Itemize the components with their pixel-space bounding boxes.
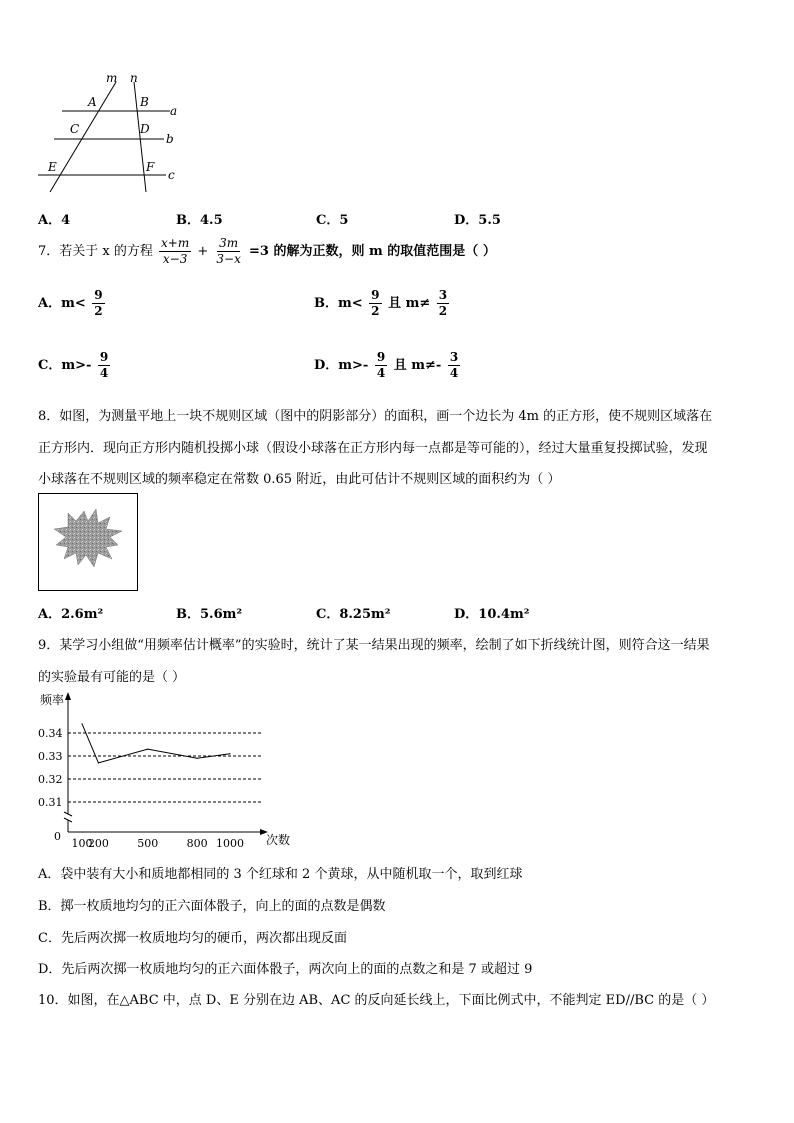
frequency-series-line bbox=[82, 724, 230, 763]
data-point bbox=[229, 753, 230, 754]
parallel-lines-figure bbox=[36, 68, 196, 198]
x-tick-label: 200 bbox=[87, 837, 109, 850]
label-b: b bbox=[166, 132, 174, 146]
q9-line-2: 的实验最有可能的是（ ） bbox=[38, 670, 186, 685]
q8-line-1: 8．如图，为测量平地上一块不规则区域（图中的阴影部分）的面积，画一个边长为 4m 的正方形，使不规则区域落在 bbox=[38, 409, 713, 424]
data-point bbox=[81, 723, 82, 724]
x-tick-label: 1000 bbox=[216, 837, 244, 850]
y-tick-label: 0.33 bbox=[38, 750, 63, 763]
q6-option-a: A．4 bbox=[38, 213, 71, 228]
label-c: c bbox=[168, 168, 175, 182]
q7-option-d: D．m>- $\frac{9}{4}$ 且 m≠- $\frac{3}{4}$ bbox=[314, 350, 459, 380]
q9-option-a: A．袋中装有大小和质地都相同的 3 个红球和 2 个黄球，从中随机取一个，取到红球 bbox=[38, 867, 523, 882]
label-A: A bbox=[88, 95, 97, 109]
x-tick-label: 100 bbox=[71, 837, 93, 850]
q7-option-a: A．m< $\frac{9}{2}$ bbox=[38, 288, 103, 318]
q9-option-b: B．掷一枚质地均匀的正六面体骰子，向上的面的点数是偶数 bbox=[38, 899, 386, 914]
x-tick-label: 500 bbox=[137, 837, 159, 850]
label-C: C bbox=[70, 122, 80, 136]
label-B: B bbox=[140, 95, 149, 109]
x-tick-label: 800 bbox=[186, 837, 208, 850]
label-E: E bbox=[48, 160, 57, 174]
y-tick-label: 0.31 bbox=[38, 796, 63, 809]
label-F: F bbox=[146, 160, 155, 174]
origin-label: 0 bbox=[54, 830, 61, 843]
q7-option-c: C．m>- $\frac{9}{4}$ bbox=[38, 350, 109, 380]
label-D: D bbox=[140, 122, 150, 136]
label-a: a bbox=[170, 104, 178, 118]
y-axis-label: 频率 bbox=[40, 693, 65, 707]
q8-line-2: 正方形内．现向正方形内随机投掷小球（假设小球落在正方形内每一点都是等可能的），经过大量重复投掷试验，发现 bbox=[38, 441, 708, 456]
y-tick-label: 0.34 bbox=[38, 727, 63, 740]
q8-option-b: B．5.6m² bbox=[176, 607, 243, 622]
data-point bbox=[197, 758, 198, 759]
y-axis-arrow bbox=[65, 692, 71, 700]
q10-stem: 10．如图，在△ABC 中，点 D、E 分别在边 AB、AC 的反向延长线上，下面比例式中，不能判定 ED//BC 的是（ ） bbox=[38, 993, 715, 1008]
q8-line-3: 小球落在不规则区域的频率稳定在常数 0.65 附近，由此可估计不规则区域的面积约为（ ） bbox=[38, 472, 561, 487]
frequency-line-chart bbox=[30, 690, 300, 852]
q8-option-c: C．8.25m² bbox=[316, 607, 391, 622]
q6-option-b: B．4.5 bbox=[176, 213, 223, 228]
q6-option-d: D．5.5 bbox=[454, 213, 501, 228]
q9-line-1: 9．某学习小组做“用频率估计概率”的实验时，统计了某一结果出现的频率，绘制了如下折线统计图，则符合这一结果 bbox=[38, 638, 710, 653]
data-point bbox=[147, 749, 148, 750]
q9-option-c: C．先后两次掷一枚质地均匀的硬币，两次都出现反面 bbox=[38, 931, 347, 946]
label-n: n bbox=[130, 71, 138, 85]
y-tick-label: 0.32 bbox=[38, 773, 63, 786]
q6-option-c: C．5 bbox=[316, 213, 349, 228]
q8-option-d: D．10.4m² bbox=[454, 607, 530, 622]
x-axis-label: 次数 bbox=[266, 833, 291, 847]
q7-stem: 7．若关于 x 的方程 $\frac{x+m}{x-3}$ + $\frac{3m}{3-x}$ =3 的解为正数，则 m 的取值范围是（ ） bbox=[38, 236, 496, 266]
q9-option-d: D．先后两次掷一枚质地均匀的正六面体骰子，两次向上的面的点数之和是 7 或超过 9 bbox=[38, 962, 533, 977]
label-m: m bbox=[106, 71, 118, 85]
q7-option-b: B．m< $\frac{9}{2}$ 且 m≠ $\frac{3}{2}$ bbox=[314, 288, 448, 318]
irregular-region-figure bbox=[38, 493, 138, 591]
q8-option-a: A．2.6m² bbox=[38, 607, 104, 622]
data-point bbox=[98, 762, 99, 763]
